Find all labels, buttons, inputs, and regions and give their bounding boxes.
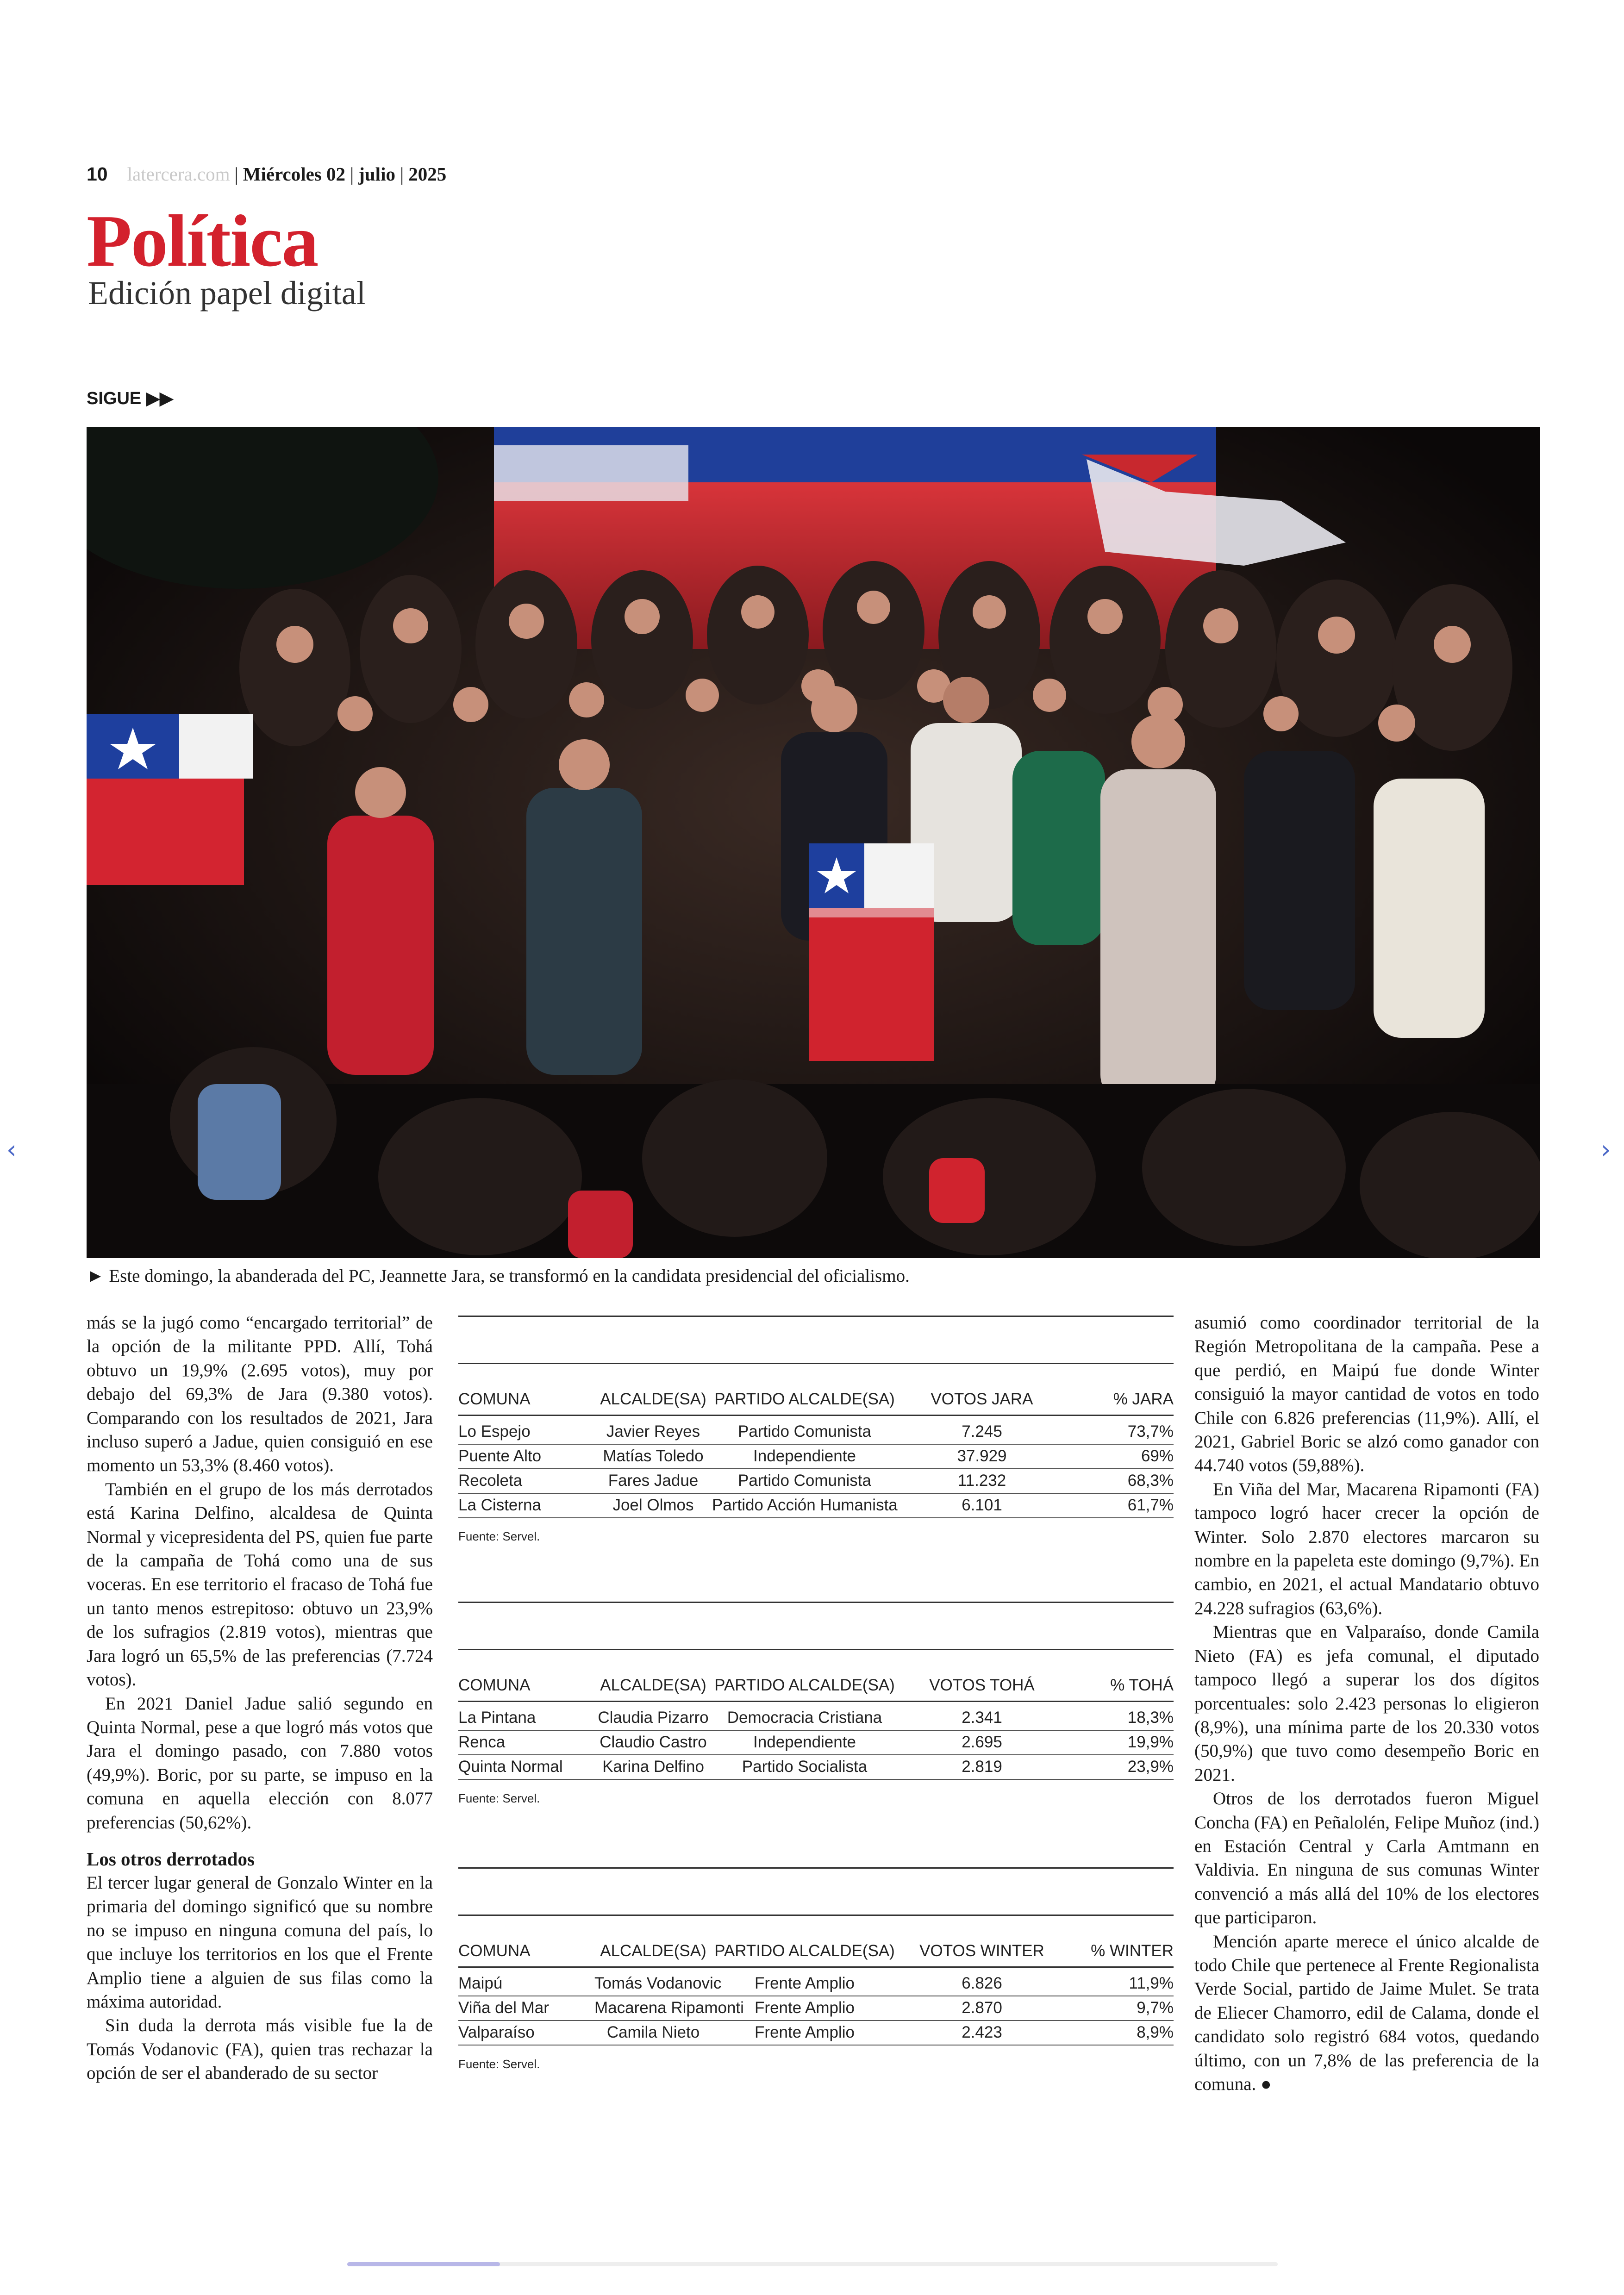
table-cell: Macarena Ripamonti	[594, 1999, 744, 2017]
article-column-right	[1194, 1311, 1539, 2096]
continue-marker: SIGUE ▶▶	[87, 389, 174, 408]
table-header-cell: COMUNA	[458, 1390, 531, 1408]
table-cell: Independiente	[753, 1733, 856, 1751]
table-cell: Quinta Normal	[458, 1758, 563, 1776]
table-cell: 2.423	[962, 2023, 1002, 2041]
table-cell: Partido Comunista	[738, 1422, 871, 1441]
table-cell: Fares Jadue	[608, 1472, 699, 1490]
table-cell: Recoleta	[458, 1472, 523, 1490]
table-cell: Frente Amplio	[755, 2023, 855, 2041]
table-cell: 73,7%	[1127, 1422, 1174, 1441]
paragraph: asumió como coordinador territorial de la Región Metropolitana de la campaña. Pese a que perdió, en Maipú fue donde Winter consiguió la mayor cantidad de votos en todo Chile con 6.826 preferencias (11,9%). Allí, el 2021, Gabriel Boric se alzó como ganador con 44.740 votos (59,88%).	[1194, 1313, 1539, 1476]
table-cell: Frente Amplio	[755, 1999, 855, 2017]
table-header-cell: VOTOS TOHÁ	[929, 1676, 1035, 1694]
folio-line: 10 latercera.com | Miércoles 02 | julio | 2025	[87, 163, 447, 185]
table-cell: 6.101	[962, 1496, 1002, 1514]
table-cell: Frente Amplio	[755, 1974, 855, 1992]
table-cell: 18,3%	[1127, 1709, 1174, 1727]
article-column-left	[87, 1311, 433, 2085]
page-scrollbar-thumb[interactable]	[347, 2262, 500, 2266]
date-year: 2025	[408, 163, 447, 185]
prev-page-button[interactable]: ‹	[6, 1135, 17, 1164]
rally-photo	[87, 427, 1540, 1258]
date-day: Miércoles 02	[243, 163, 345, 185]
site-name: latercera.com	[127, 163, 230, 185]
paragraph-text: Mención aparte merece el único alcalde de todo Chile que pertenece al Frente Regionalista Verde Social, partido de Jaime Mulet. Se trata de Eliecer Chamorro, edil de Calama, donde el candidato solo registró 684 votos, quedando último, con un 7,8% de las preferencia de la comuna.	[1194, 1931, 1539, 2094]
table-cell: 68,3%	[1127, 1472, 1174, 1490]
paragraph: El tercer lugar general de Gonzalo Winter en la primaria del domingo significó que su nombre no se impuso en ninguna comuna del país, lo que incluye los territorios en los que el Frente Amplio tiene a alguien de sus filas como la máxima autoridad.	[87, 1872, 433, 2012]
table-header-cell: ALCALDE(SA)	[600, 1390, 706, 1408]
table-header-cell: ALCALDE(SA)	[600, 1942, 706, 1960]
table-header-cell: PARTIDO ALCALDE(SA)	[714, 1942, 895, 1960]
edition-subtitle: Edición papel digital	[88, 274, 366, 312]
page-number: 10	[87, 163, 108, 185]
table-cell: Joel Olmos	[612, 1496, 694, 1514]
paragraph: Otros de los derrotados fueron Miguel Concha (FA) en Peñalolén, Felipe Muñoz (ind.) en Estación Central y Carla Amtmann en Valdivia. En ninguna de sus comunas Winter convenció a más allá del 10% de los electores que participaron.	[1194, 1789, 1539, 1928]
table-jara	[458, 1316, 1174, 1556]
table-cell: 23,9%	[1127, 1758, 1174, 1776]
table-cell: Matías Toledo	[603, 1447, 704, 1465]
table-header-row	[458, 1940, 1174, 1962]
table-cell: La Cisterna	[458, 1496, 541, 1514]
table-source: Fuente: Servel.	[458, 1791, 540, 1805]
table-cell: Tomás Vodanovic	[594, 1974, 722, 1992]
rally-photo-illustration	[87, 427, 1540, 1258]
table-cell: 8,9%	[1137, 2023, 1174, 2041]
table-row	[458, 1996, 1174, 2021]
table-cell: 6.826	[962, 1974, 1002, 1992]
section-title: Política	[87, 200, 318, 282]
paragraph: más se la jugó como “encargado territorial” de la opción de la militante PPD. Allí, Tohá obtuvo un 19,9% (2.695 votos), muy por debajo del 69,3% de Jara (9.380 votos). Comparando con los resultados de 2021, Jara incluso superó a Jadue, quien consiguió en ese momento un 53,3% (8.460 votos).	[87, 1313, 433, 1476]
table-cell: 11,9%	[1129, 1974, 1174, 1992]
table-row	[458, 2021, 1174, 2046]
table-source: Fuente: Servel.	[458, 2057, 540, 2071]
table-cell: Renca	[458, 1733, 506, 1751]
table-header-cell: COMUNA	[458, 1942, 531, 1960]
table-row	[458, 1755, 1174, 1780]
table-cell: Maipú	[458, 1974, 503, 1992]
table-cell: Javier Reyes	[606, 1422, 700, 1441]
photo-caption: ► Este domingo, la abanderada del PC, Jeannette Jara, se transformó en la candidata presidencial del oficialismo.	[87, 1266, 910, 1286]
table-toha	[458, 1602, 1174, 1819]
table-cell: 11.232	[957, 1472, 1006, 1490]
table-header-cell: % JARA	[1113, 1390, 1174, 1408]
table-cell: Camila Nieto	[606, 2023, 700, 2041]
table-header-cell: % TOHÁ	[1110, 1676, 1174, 1694]
table-cell: 61,7%	[1127, 1496, 1174, 1514]
table-cell: Karina Delfino	[602, 1758, 704, 1776]
table-row	[458, 1445, 1174, 1469]
subheading: Los otros derrotados	[87, 1848, 255, 1870]
table-header-row	[458, 1675, 1174, 1696]
table-cell: Claudia Pizarro	[598, 1709, 709, 1727]
table-cell: 37.929	[957, 1447, 1007, 1465]
table-header-cell: PARTIDO ALCALDE(SA)	[714, 1676, 895, 1694]
table-cell: Claudio Castro	[600, 1733, 707, 1751]
table-cell: Viña del Mar	[458, 1999, 549, 2017]
table-cell: 2.819	[962, 1758, 1002, 1776]
table-header-cell: % WINTER	[1091, 1942, 1174, 1960]
table-header-cell: COMUNA	[458, 1676, 531, 1694]
table-row	[458, 1469, 1174, 1494]
paragraph	[1194, 1930, 1539, 2096]
date-month: julio	[358, 163, 395, 185]
table-row	[458, 1731, 1174, 1755]
table-cell: 2.341	[962, 1709, 1002, 1727]
table-row	[458, 1494, 1174, 1518]
paragraph: En 2021 Daniel Jadue salió segundo en Quinta Normal, pese a que logró más votos que Jara el domingo pasado, con 7.880 votos (49,9%). Boric, por su parte, se impuso en la comuna en aquella elección con 8.077 preferencias (50,62%).	[87, 1693, 433, 1833]
table-row	[458, 1972, 1174, 1996]
end-mark-icon: ●	[1260, 2074, 1272, 2094]
table-header-cell: PARTIDO ALCALDE(SA)	[714, 1390, 895, 1408]
table-cell: Puente Alto	[458, 1447, 542, 1465]
table-winter	[458, 1867, 1174, 2085]
table-row	[458, 1420, 1174, 1445]
table-cell: Valparaíso	[458, 2023, 535, 2041]
next-page-button[interactable]: ›	[1601, 1135, 1611, 1164]
table-cell: Partido Acción Humanista	[712, 1496, 898, 1514]
paragraph: También en el grupo de los más derrotados está Karina Delfino, alcaldesa de Quinta Normal y vicepresidenta del PS, quien fue parte de la campaña de Tohá como una de sus voceras. En ese territorio el fracaso de Tohá fue un tanto menos estrepitoso: obtuvo un 23,9% de los sufragios (2.819 votos), mientras que Jara logró un 65,5% de las preferencias (7.724 votos).	[87, 1479, 433, 1690]
paragraph: Mientras que en Valparaíso, donde Camila Nieto (FA) es jefa comunal, el diputado tampoco llegó a superar los dos dígitos porcentuales: solo 2.423 personas lo eligieron (8,9%), una mínima parte de los 20.330 votos (50,9%) que tuvo como desempeño Boric en 2021.	[1194, 1622, 1539, 1785]
table-header-cell: ALCALDE(SA)	[600, 1676, 706, 1694]
table-cell: La Pintana	[458, 1709, 536, 1727]
table-cell: 2.870	[962, 1999, 1002, 2017]
table-cell: 9,7%	[1137, 1999, 1174, 2017]
paragraph: Sin duda la derrota más visible fue la de Tomás Vodanovic (FA), quien tras rechazar la opción de ser el abanderado de su sector	[87, 2015, 433, 2083]
table-cell: Independiente	[753, 1447, 856, 1465]
table-source: Fuente: Servel.	[458, 1529, 540, 1543]
table-cell: 7.245	[962, 1422, 1002, 1441]
table-cell: 69%	[1141, 1447, 1174, 1465]
table-cell: Democracia Cristiana	[727, 1709, 882, 1727]
table-header-cell: VOTOS WINTER	[919, 1942, 1044, 1960]
table-cell: Partido Comunista	[738, 1472, 871, 1490]
paragraph: En Viña del Mar, Macarena Ripamonti (FA) tampoco logró hacer crecer la opción de Winter. Solo 2.870 electores marcaron su nombre en la papeleta este domingo (9,7%). En cambio, en 2021, el actual Mandatario obtuvo 24.228 sufragios (63,6%).	[1194, 1479, 1539, 1618]
table-cell: 2.695	[962, 1733, 1002, 1751]
table-cell: Lo Espejo	[458, 1422, 531, 1441]
table-header-row	[458, 1389, 1174, 1410]
table-cell: 19,9%	[1127, 1733, 1174, 1751]
table-row	[458, 1706, 1174, 1731]
table-header-cell: VOTOS JARA	[931, 1390, 1033, 1408]
table-cell: Partido Socialista	[742, 1758, 868, 1776]
